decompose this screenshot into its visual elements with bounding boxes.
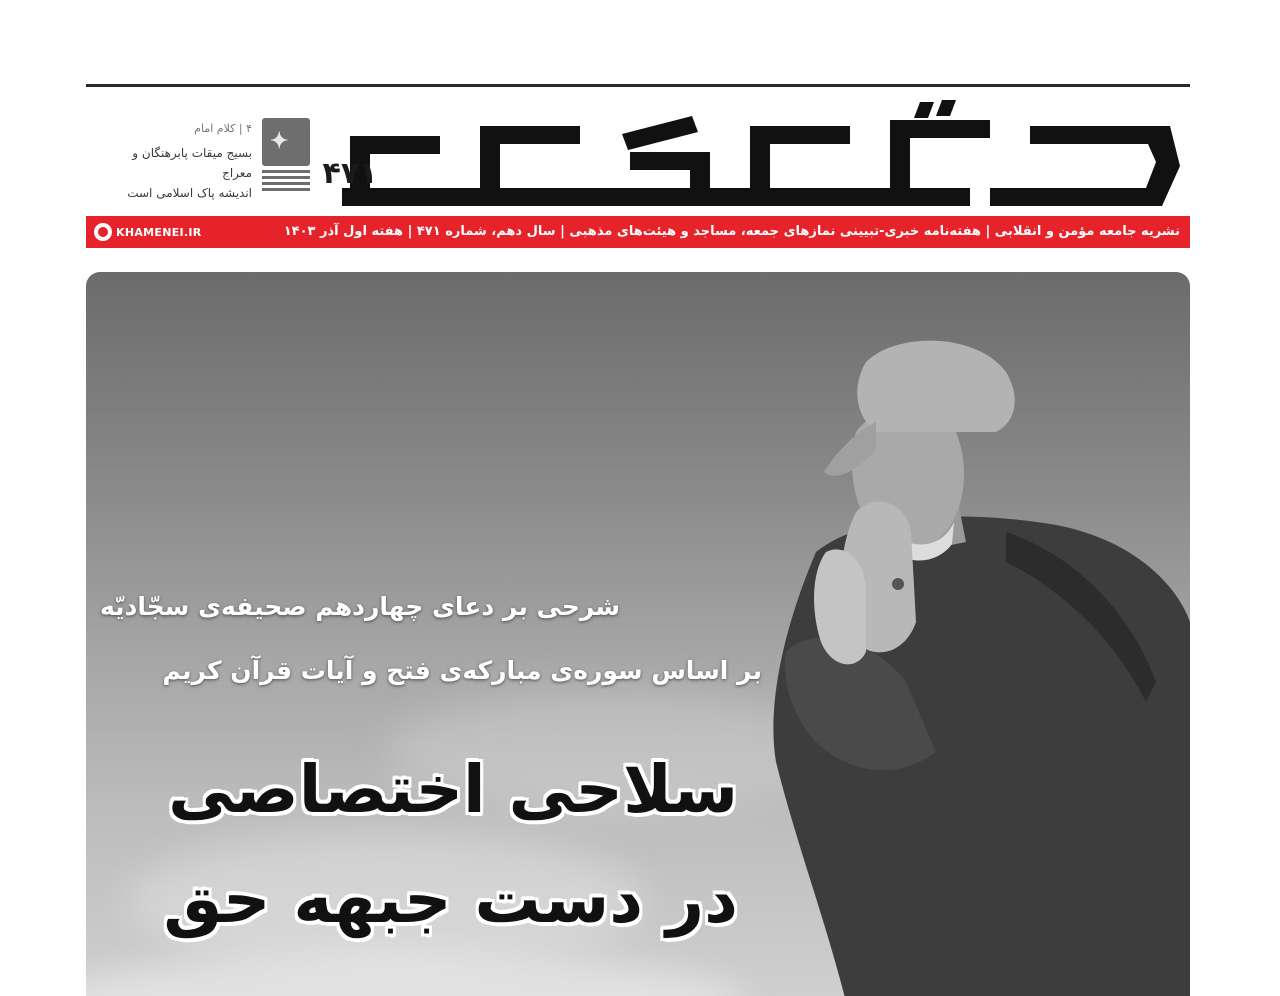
info-band <box>86 216 1190 248</box>
emblem-mark-icon: ✦ <box>262 118 310 166</box>
praying-man-icon <box>706 322 1190 996</box>
praying-man-photo <box>706 322 1190 996</box>
headline-line-1: سلاحی اختصاصی <box>168 751 738 828</box>
calligraphic-masthead-logo-icon <box>330 96 1192 212</box>
quote-kicker: ۴ | کلام امام <box>194 122 252 135</box>
rosette-icon <box>94 223 112 241</box>
site-name: KHAMENEI.IR <box>116 225 202 239</box>
subtitle-line-1: شرحی بر دعای چهاردهم صحیفه‌ی سجّادیّه <box>100 592 620 621</box>
publication-emblem <box>262 118 310 196</box>
headline-line-2: در دست جبهه حق <box>163 861 738 938</box>
subtitle-line-2: بر اساس سوره‌ی مبارکه‌ی فتح و آیات قرآن کریم <box>162 656 762 685</box>
quote-line-2: اندیشه پاک اسلامی است <box>127 186 252 200</box>
quote-line-1: بسیج میقات پابرهنگان و معراج <box>132 146 252 180</box>
imam-quote-box <box>100 122 252 203</box>
site-logo[interactable] <box>94 222 202 242</box>
publication-info: نشریه جامعه مؤمن و انقلابی | هفته‌نامه خبری-تبیینی نمازهای جمعه، مساجد و هیئت‌های مذهبی | سال دهم، شماره ۴۷۱ | هفته اول آذر ۱۴۰۳ <box>283 224 1180 239</box>
issue-number: ۴۷۱ <box>322 156 378 191</box>
masthead-logo <box>330 96 1192 212</box>
top-rule <box>86 84 1190 87</box>
emblem-stripes <box>262 170 310 191</box>
